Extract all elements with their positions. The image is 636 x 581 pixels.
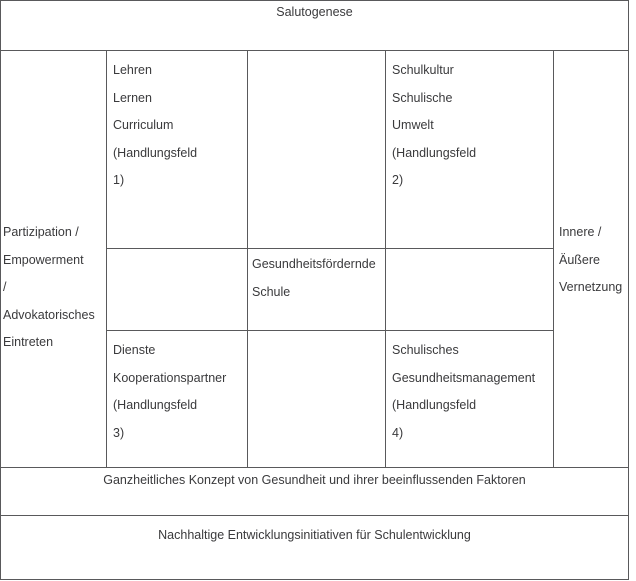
handlungsfeld-2-subtitle-2: 2) xyxy=(392,173,404,187)
vernetzung-line-3: Vernetzung xyxy=(559,280,623,294)
handlungsfeld-1-heading-1: Lehren xyxy=(113,63,152,77)
cell-handlungsfeld-3 xyxy=(107,331,247,467)
handlungsfeld-1-heading-3: Curriculum xyxy=(113,118,174,132)
handlungsfeld-3-subtitle-2: 3) xyxy=(113,425,125,440)
ganzheitliches-konzept-label: Ganzheitliches Konzept von Gesundheit und ihrer beeinflussenden Faktoren xyxy=(103,473,526,487)
vernetzung-line-2: Äußere xyxy=(559,252,600,267)
partizipation-line-2: Empowerment xyxy=(3,252,84,267)
handlungsfeld-2-heading-3: Umwelt xyxy=(392,118,434,132)
cell-handlungsfeld-2 xyxy=(386,51,553,248)
handlungsfeld-4-subtitle-1: (Handlungsfeld xyxy=(392,398,477,412)
gesundheitsfoerdernde-schule-line-1: Gesundheitsfördernde xyxy=(252,257,376,271)
vernetzung-line-1: Innere / xyxy=(559,225,602,239)
partizipation-line-1: Partizipation / xyxy=(3,225,79,239)
gesundheitsfoerdernde-schule-text xyxy=(252,251,376,306)
handlungsfeld-1-subtitle-2: 1) xyxy=(113,173,125,187)
nachhaltige-entwicklungsinitiativen-band xyxy=(0,515,629,580)
partizipation-line-4: Advokatorisches xyxy=(3,307,95,322)
gesundheitsfoerdernde-schule-line-2: Schule xyxy=(252,284,291,299)
partizipation-line-3: / xyxy=(3,280,7,294)
handlungsfeld-4-heading-2: Gesundheitsmanagement xyxy=(392,370,536,385)
handlungsfeld-4-heading-1: Schulisches xyxy=(392,343,459,357)
handlungsfeld-2-heading-1: Schulkultur xyxy=(392,63,454,77)
cell-handlungsfeld-4 xyxy=(386,331,553,467)
handlungsfeld-1-text xyxy=(113,57,197,195)
handlungsfeld-4-text xyxy=(392,337,535,447)
cell-gesundheitsfoerdernde-schule xyxy=(248,249,385,330)
handlungsfeld-1-heading-2: Lernen xyxy=(113,90,152,105)
cell-partizipation-empowerment xyxy=(1,51,106,467)
cell-middle-left-blank xyxy=(107,249,247,330)
handlungsfeld-1-subtitle-1: (Handlungsfeld xyxy=(113,145,198,160)
cell-handlungsfeld-1 xyxy=(107,51,247,248)
handlungsfeld-2-heading-2: Schulische xyxy=(392,90,453,105)
vernetzung-text xyxy=(559,219,622,302)
handlungsfeld-2-subtitle-1: (Handlungsfeld xyxy=(392,145,477,160)
partizipation-line-5: Eintreten xyxy=(3,335,54,349)
handlungsfeld-3-heading-2: Kooperationspartner xyxy=(113,370,227,385)
cell-middle-right-blank xyxy=(386,249,553,330)
cell-innere-aeussere-vernetzung xyxy=(554,51,628,467)
cell-top-middle-blank xyxy=(248,51,385,248)
handlungsfeld-2-text xyxy=(392,57,476,195)
main-grid xyxy=(0,50,629,468)
handlungsfeld-3-heading-1: Dienste xyxy=(113,343,156,357)
salutogenese-label: Salutogenese xyxy=(276,5,353,19)
handlungsfeld-4-subtitle-2: 4) xyxy=(392,425,404,440)
cell-bottom-middle-blank xyxy=(248,331,385,467)
nachhaltige-entwicklungsinitiativen-label: Nachhaltige Entwicklungsinitiativen für Schulentwicklung xyxy=(158,528,471,542)
partizipation-text xyxy=(3,219,95,357)
handlungsfeld-3-subtitle-1: (Handlungsfeld xyxy=(113,398,198,412)
ganzheitliches-konzept-band xyxy=(0,467,629,516)
handlungsfeld-3-text xyxy=(113,337,226,447)
salutogenese-band xyxy=(0,0,629,51)
